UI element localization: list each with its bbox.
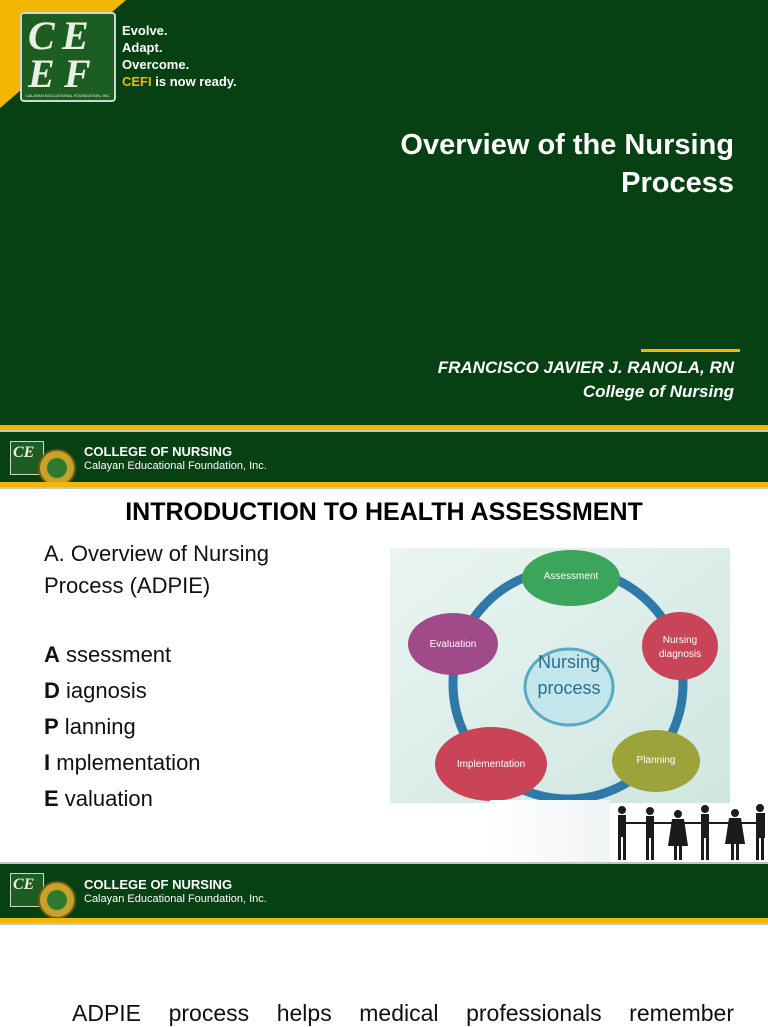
college-header-bar-2 — [0, 864, 768, 918]
adpie-assessment: A ssessment — [44, 642, 172, 667]
college-header-bar — [0, 432, 768, 488]
author-name: FRANCISCO JAVIER J. RANOLA, RN — [437, 358, 734, 377]
adpie-planning: P lanning — [44, 714, 136, 739]
logo-caption: CALAYAN EDUCATIONAL FOUNDATION, INC. — [25, 93, 111, 98]
nursing-process-diagram — [390, 548, 730, 803]
label-assessment: Assessment — [543, 571, 599, 582]
center-label-1: Nursing — [537, 652, 601, 672]
slide2-title: INTRODUCTION TO HEALTH ASSESSMENT — [125, 498, 643, 526]
slide-title: Overview of the Nursing Process — [400, 129, 734, 199]
adpie-evaluation: E valuation — [44, 786, 153, 811]
author-block — [274, 356, 734, 404]
header2-subtitle: Calayan Educational Foundation, Inc. — [84, 893, 267, 905]
header2-logo: CE — [10, 873, 44, 907]
label-evaluation: Evaluation — [429, 639, 477, 650]
body-paragraph: ADPIE process helps medical professionals remember — [72, 1000, 734, 1026]
header2-title: COLLEGE OF NURSING — [84, 877, 233, 892]
tagline-evolve: Evolve. — [122, 23, 168, 38]
label-planning: Planning — [636, 755, 676, 766]
tagline-overcome: Overcome. — [122, 57, 190, 72]
header-logo: CE — [10, 441, 44, 475]
label-diagnosis-1: Nursing — [662, 635, 698, 646]
adpie-implementation: I mplementation — [44, 750, 201, 775]
title-divider — [641, 349, 740, 352]
label-diagnosis-2: diagnosis — [658, 649, 702, 660]
people-silhouettes-image — [600, 800, 768, 862]
cefi-logo: C E E F CALAYAN EDUCATIONAL FOUNDATION, INC. — [20, 12, 116, 102]
header2-seal — [38, 881, 76, 919]
decor-fade — [490, 800, 610, 862]
header-title: COLLEGE OF NURSING — [84, 444, 233, 459]
tagline-ready: CEFI is now ready. — [122, 74, 237, 89]
tagline-adapt: Adapt. — [122, 40, 163, 55]
header-bottom-line — [0, 487, 768, 489]
label-implementation: Implementation — [456, 759, 526, 770]
center-label-2: process — [537, 678, 601, 698]
header-subtitle: Calayan Educational Foundation, Inc. — [84, 460, 267, 472]
title-slide — [0, 0, 768, 425]
node-diagnosis — [642, 612, 718, 680]
author-department: College of Nursing — [582, 382, 734, 401]
adpie-diagnosis: D iagnosis — [44, 678, 147, 703]
slide2-subtitle: A. Overview of Nursing Process (ADPIE) — [44, 541, 269, 598]
header2-bottom-line — [0, 923, 768, 925]
